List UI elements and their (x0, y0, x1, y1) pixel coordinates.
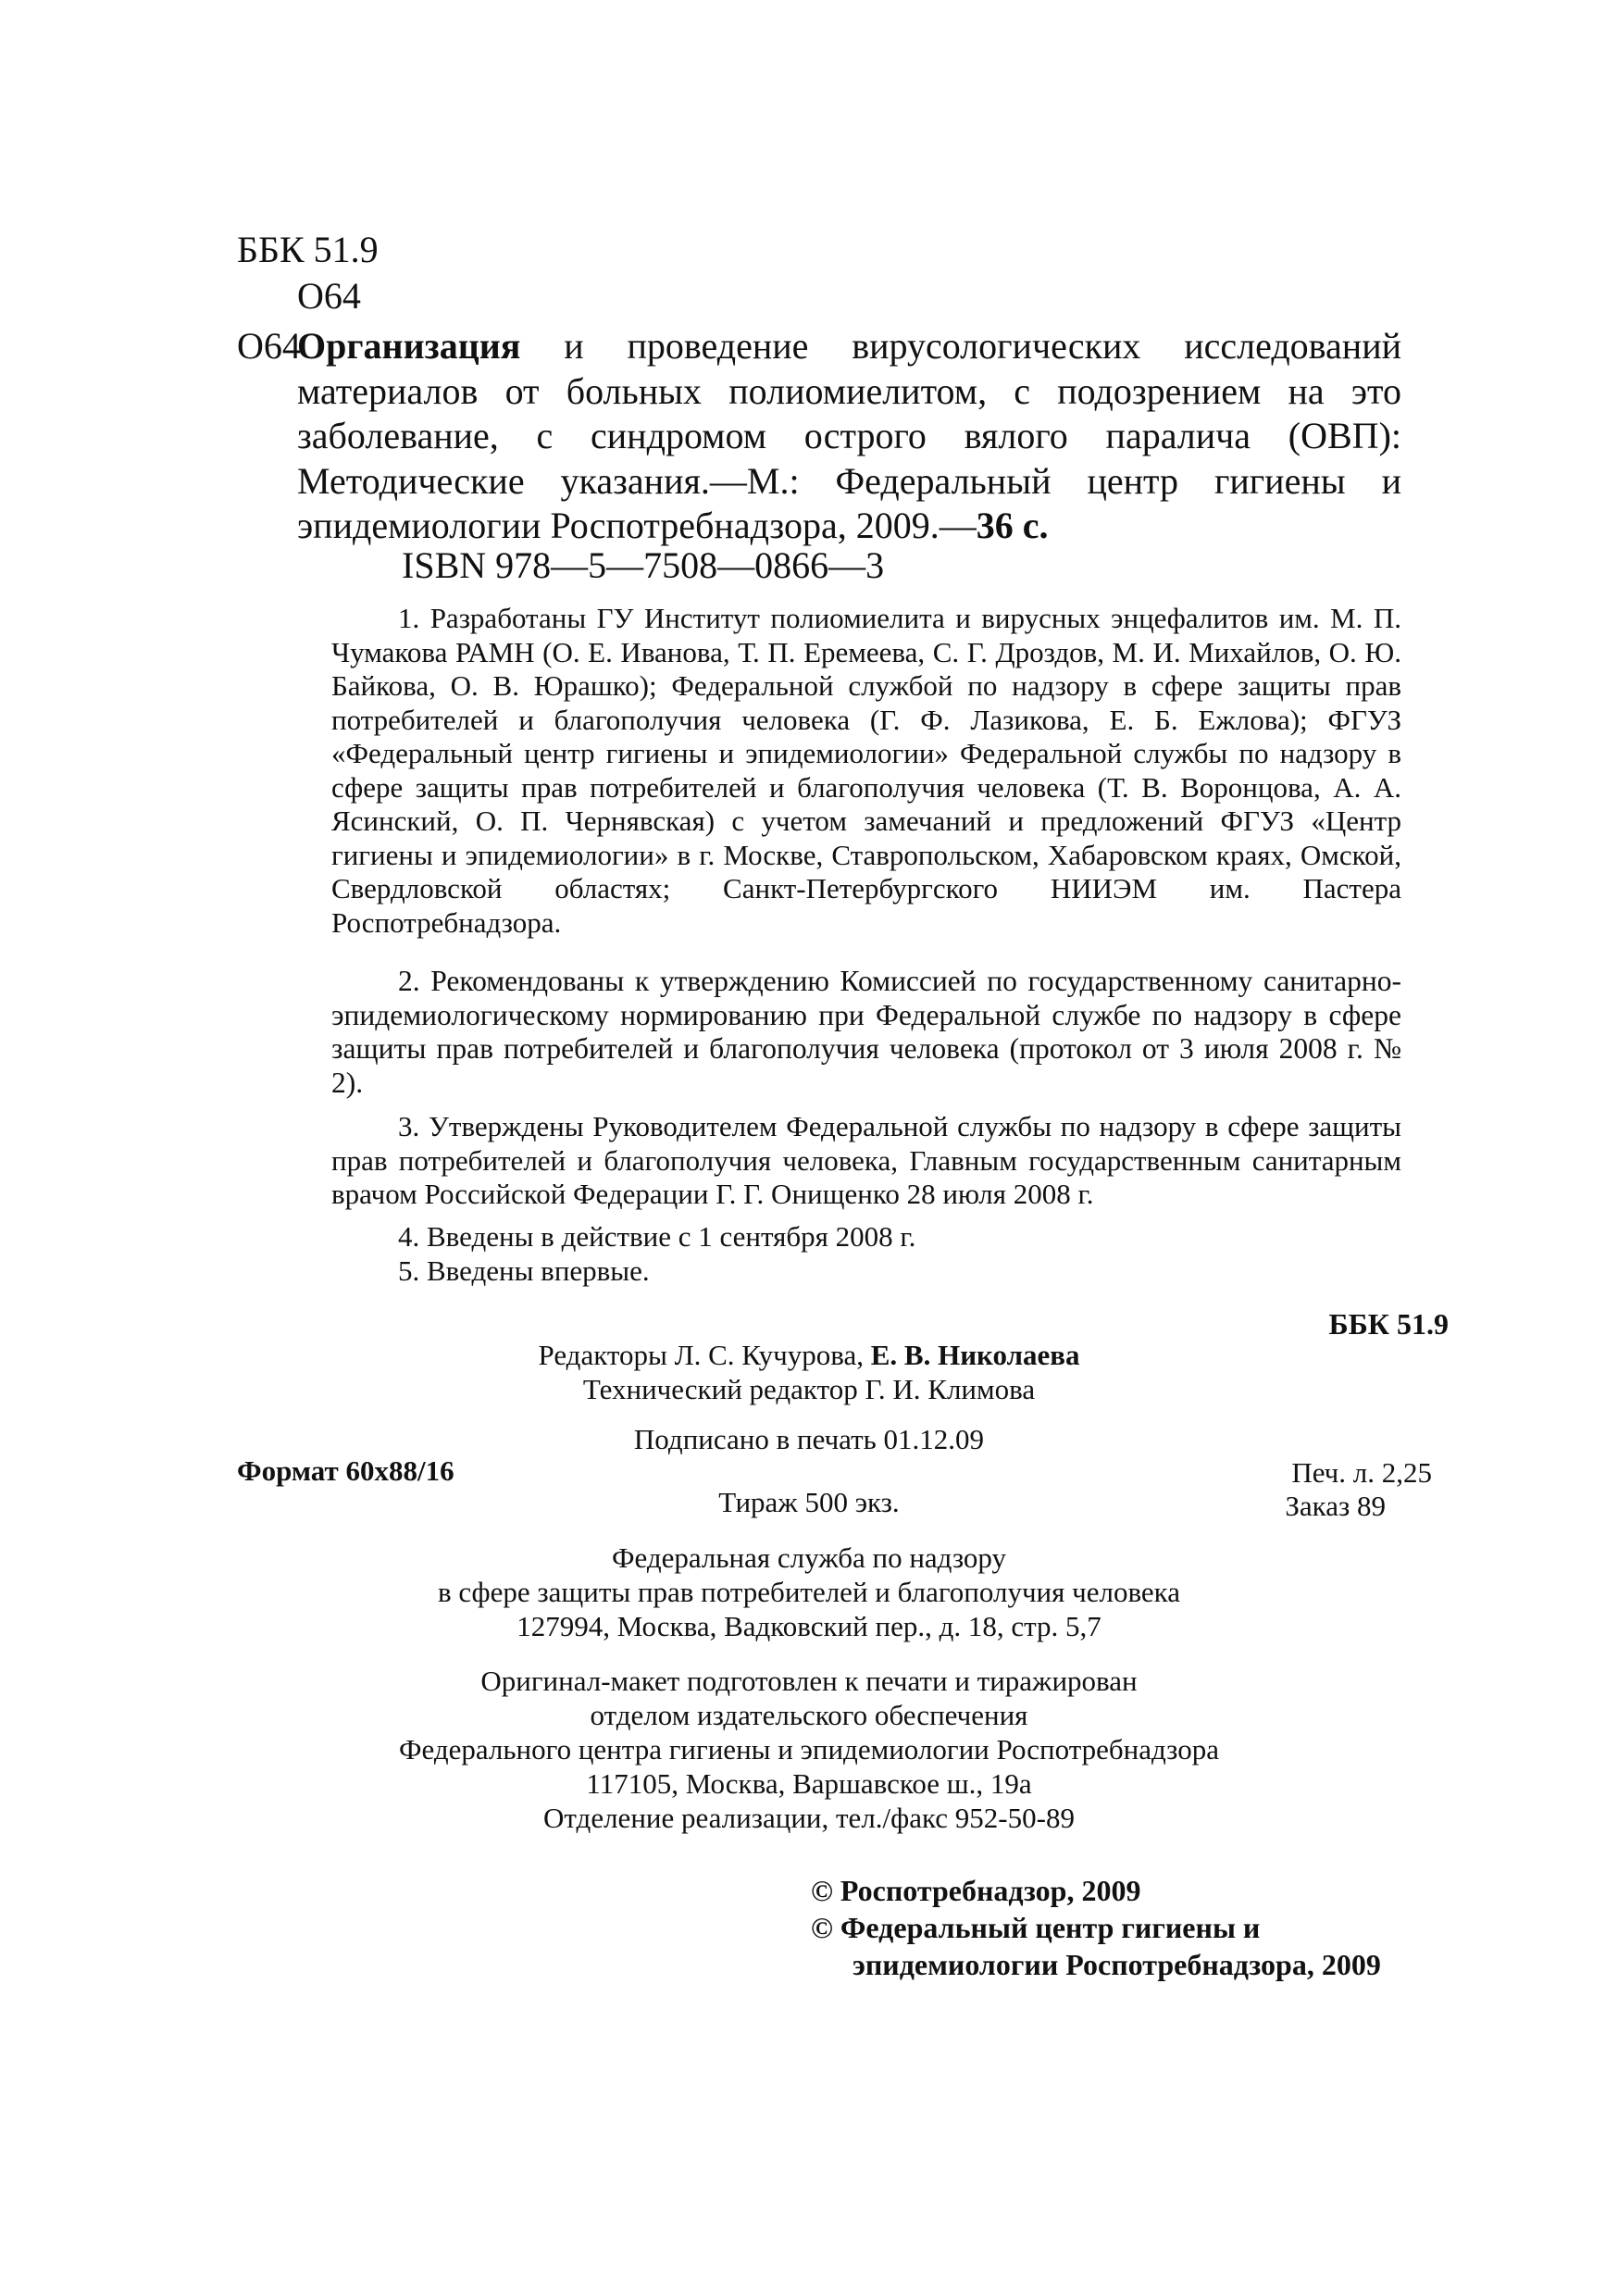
copyright-block (811, 1872, 1381, 1983)
publisher-line: в сфере защиты прав потребителей и благополучия человека (437, 1576, 1181, 1608)
signed-to-print: Подписано в печать 01.12.09 (633, 1423, 985, 1455)
editors-names-bold: Е. В. Николаева (870, 1339, 1080, 1371)
print-run: Тираж 500 экз. (718, 1486, 900, 1518)
publisher-address: 127994, Москва, Вадковский пер., д. 18, стр. 5,7 (517, 1610, 1101, 1642)
editors-names: Л. С. Кучурова, (666, 1339, 871, 1371)
item-effective-date: 4. Введены в действие с 1 сентября 2008 г. (398, 1220, 916, 1253)
original-layout-block (0, 1664, 1618, 1835)
editors-label: Редакторы (538, 1339, 667, 1371)
author-sign: О64 (297, 275, 361, 317)
sales-department: Отделение реализации, тел./факс 952-50-89 (543, 1802, 1075, 1834)
original-line: Федерального центра гигиены и эпидемиологии Роспотребнадзора (399, 1733, 1219, 1766)
title-rest: и проведение вирусологических исследований материалов от больных полиомиелитом, с подозрением на это заболевание, с синдромом острого вялого паралича (ОВП): Методические указания.—М.: Федеральный центр гигиены и эпидемиологии Роспотребнадзора, 2009.— (297, 325, 1401, 546)
order-number: Заказ 89 (1285, 1490, 1386, 1522)
bbk-index: ББК 51.9 (237, 229, 379, 270)
copyright-line: эпидемиологии Роспотребнадзора, 2009 (853, 1948, 1381, 1981)
copyright-line: © Федеральный центр гигиены и (811, 1911, 1261, 1944)
copyright-line: © Роспотребнадзор, 2009 (811, 1874, 1141, 1907)
title-lead: Организация (297, 325, 521, 367)
item-first-introduced: 5. Введены впервые. (398, 1254, 650, 1287)
bbk-index-right: ББК 51.9 (1328, 1307, 1449, 1341)
tech-editor: Технический редактор Г. И. Климова (582, 1373, 1036, 1405)
title-pages: 36 с. (976, 505, 1049, 546)
original-address: 117105, Москва, Варшавское ш., 19а (586, 1767, 1032, 1800)
print-sheets: Печ. л. 2,25 (1291, 1456, 1432, 1489)
publisher-line: Федеральная служба по надзору (612, 1541, 1006, 1574)
item-developed-by: 1. Разработаны ГУ Институт полиомиелита и вирусных энцефалитов им. М. П. Чумакова РАМН (О. Е. Иванова, Т. П. Еремеева, С. Г. Дроздов, М. И. Михайлов, О. Ю. Байкова, О. В. Юрашко); Федеральной службой по надзору в сфере защиты прав потребителей и благополучия человека (Г. Ф. Лазикова, Е. Б. Ежлова); ФГУЗ «Федеральный центр гигиены и эпидемиологии» Федеральной службы по надзору в сфере защиты прав потребителей и благополучия человека (Т. В. Воронцова, А. А. Ясинский, О. П. Чернявская) с учетом замечаний и предложений ФГУЗ «Центр гигиены и эпидемиологии» в г. Москве, Ставропольском, Хабаровском краях, Омской, Свердловской областях; Санкт-Петербургского НИИЭМ им. Пастера Роспотребнадзора. (331, 602, 1401, 939)
original-line: отделом издательского обеспечения (590, 1699, 1028, 1731)
author-sign-main: О64 (237, 325, 301, 367)
editors-block (111, 1338, 1507, 1406)
item-approved: 3. Утверждены Руководителем Федеральной службы по надзору в сфере защиты прав потребителей и благополучия человека, Главным государственным санитарным врачом Российской Федерации Г. Г. Онищенко 28 июля 2008 г. (331, 1110, 1401, 1210)
isbn: ISBN 978—5—7508—0866—3 (402, 544, 885, 586)
paper-format: Формат 60х88/16 (237, 1454, 454, 1487)
publisher-block (0, 1541, 1618, 1643)
item-recommended: 2. Рекомендованы к утверждению Комиссией по государственному санитарно-эпидемиологическому нормированию при Федеральной службе по надзору в сфере защиты прав потребителей и благополучия человека (протокол от 3 июля 2008 г. № 2). (331, 965, 1401, 1099)
original-line: Оригинал-макет подготовлен к печати и тиражирован (480, 1665, 1138, 1697)
bibliographic-title (297, 324, 1401, 549)
editors-line (111, 1338, 1507, 1372)
